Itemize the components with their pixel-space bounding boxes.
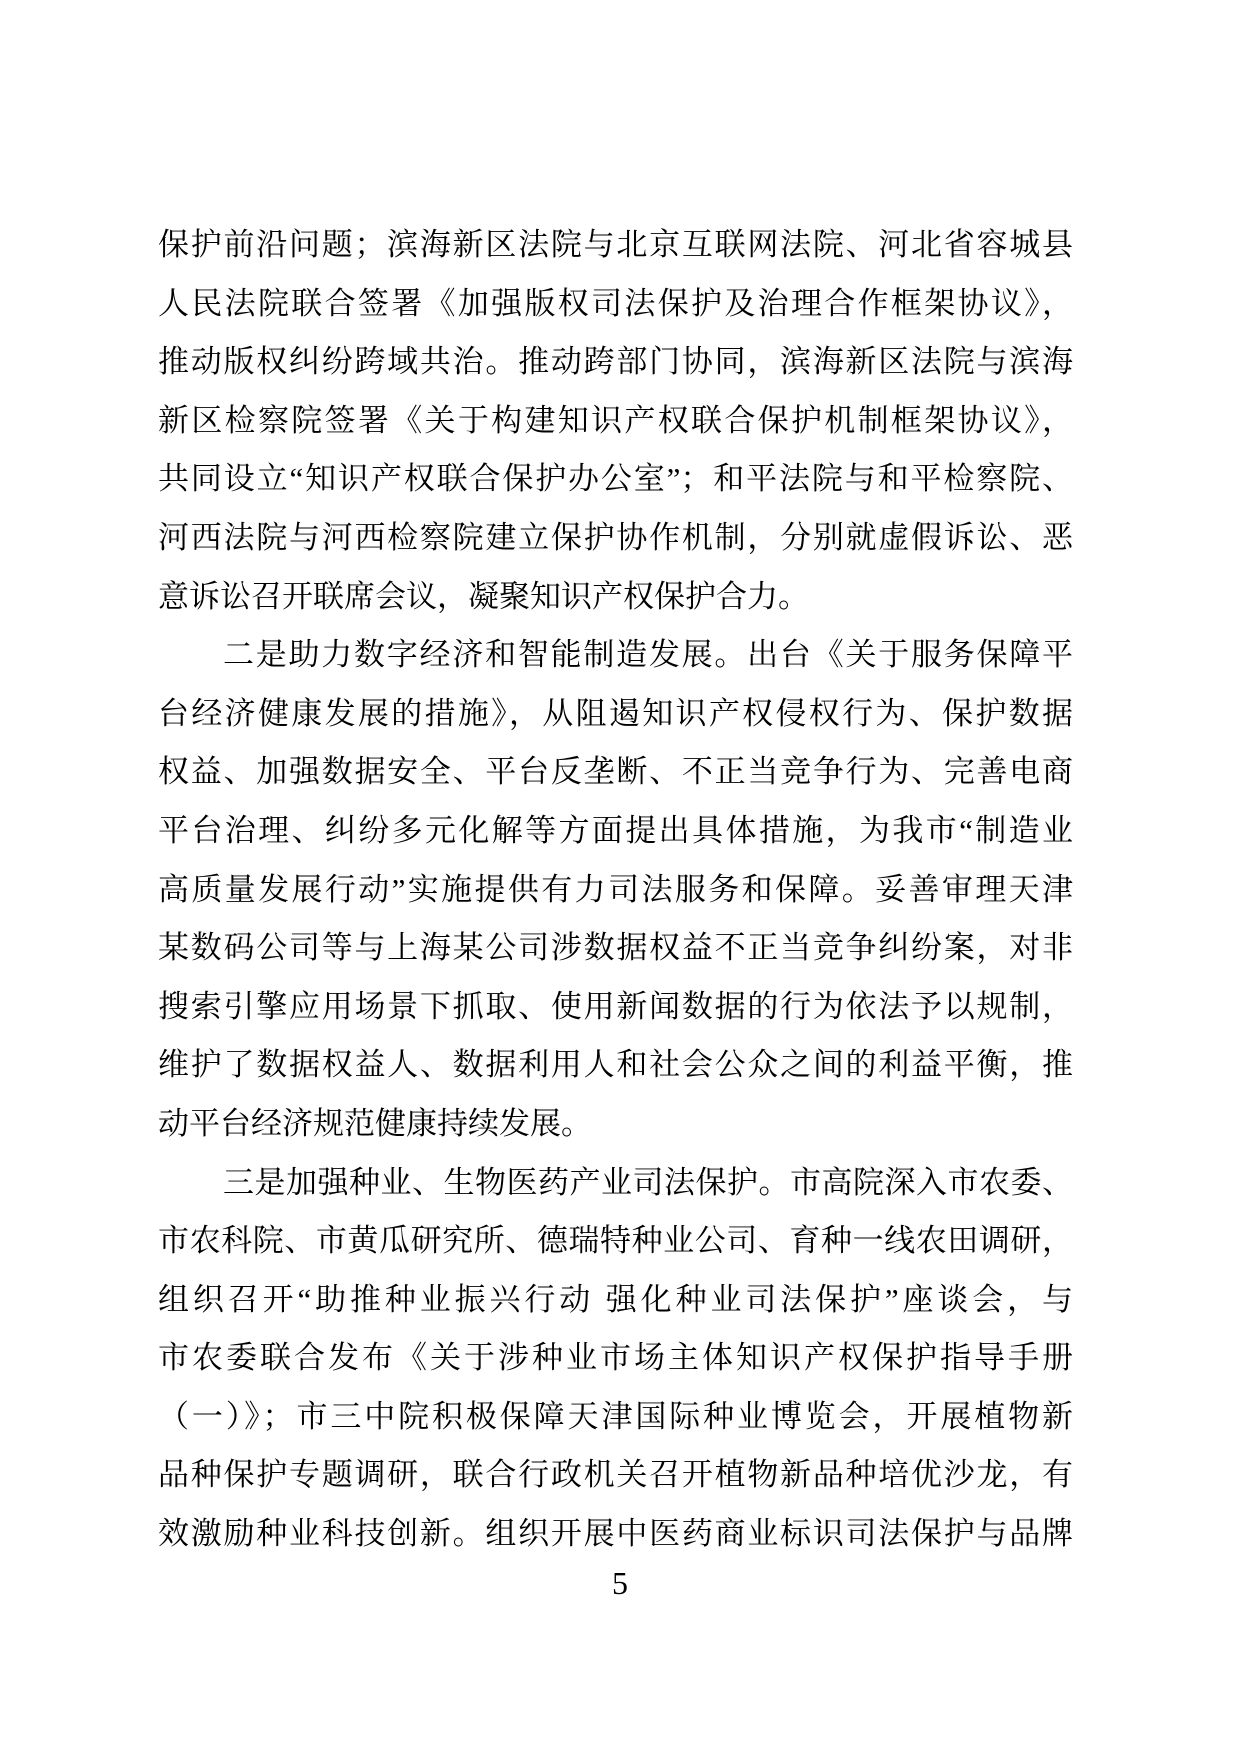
text-line: [158, 626, 1073, 685]
text-line: 市农科院、市黄瓜研究所、德瑞特种业公司、育种一线农田调研，: [158, 1223, 1073, 1259]
text-line: 搜索引擎应用场景下抓取、使用新闻数据的行为依法予以规制，: [158, 988, 1073, 1024]
text-line: [158, 1154, 1073, 1213]
text-line: 平台治理、纠纷多元化解等方面提出具体措施，为我市“制造业: [158, 812, 1073, 848]
text-line: （一）》；市三中院积极保障天津国际种业博览会，开展植物新: [158, 1398, 1073, 1434]
text-line: 人民法院联合签署《加强版权司法保护及治理合作框架协议》，: [158, 285, 1073, 321]
text-line: 推动版权纠纷跨域共治。推动跨部门协同，滨海新区法院与滨海: [158, 344, 1073, 380]
text-line: 组织召开“助推种业振兴行动 强化种业司法保护”座谈会，与: [158, 1281, 1073, 1317]
paragraph-lead: 二是助力数字经济和智能制造发展。: [223, 637, 748, 673]
document-body: [158, 216, 1073, 1564]
text-line: 意诉讼召开联席会议，凝聚知识产权保护合力。: [158, 578, 809, 614]
text-line: 维护了数据权益人、数据利用人和社会公众之间的利益平衡，推: [158, 1047, 1073, 1083]
text-line: 新区检察院签署《关于构建知识产权联合保护机制框架协议》，: [158, 402, 1073, 438]
line-text: 市高院深入市农委、: [790, 1164, 1073, 1200]
page-number: 5: [612, 1565, 628, 1601]
text-line: 动平台经济规范健康持续发展。: [158, 1105, 592, 1141]
text-line: 权益、加强数据安全、平台反垄断、不正当竞争行为、完善电商: [158, 754, 1073, 790]
text-line: 高质量发展行动”实施提供有力司法服务和保障。妥善审理天津: [158, 871, 1073, 907]
line-text: 出台《关于服务保障平: [747, 637, 1073, 673]
text-line: 品种保护专题调研，联合行政机关召开植物新品种培优沙龙，有: [158, 1457, 1073, 1493]
text-line: 台经济健康发展的措施》，从阻遏知识产权侵权行为、保护数据: [158, 695, 1073, 731]
text-line: 共同设立“知识产权联合保护办公室”；和平法院与和平检察院、: [158, 461, 1073, 497]
text-line: 某数码公司等与上海某公司涉数据权益不正当竞争纠纷案，对非: [158, 930, 1073, 966]
text-line: 市农委联合发布《关于涉种业市场主体知识产权保护指导手册: [158, 1340, 1073, 1376]
text-line: 河西法院与河西检察院建立保护协作机制，分别就虚假诉讼、恶: [158, 519, 1073, 555]
text-line: 效激励种业科技创新。组织开展中医药商业标识司法保护与品牌: [158, 1516, 1073, 1552]
paragraph-lead: 三是加强种业、生物医药产业司法保护。: [223, 1164, 790, 1200]
text-line: 保护前沿问题；滨海新区法院与北京互联网法院、河北省容城县: [158, 227, 1073, 262]
